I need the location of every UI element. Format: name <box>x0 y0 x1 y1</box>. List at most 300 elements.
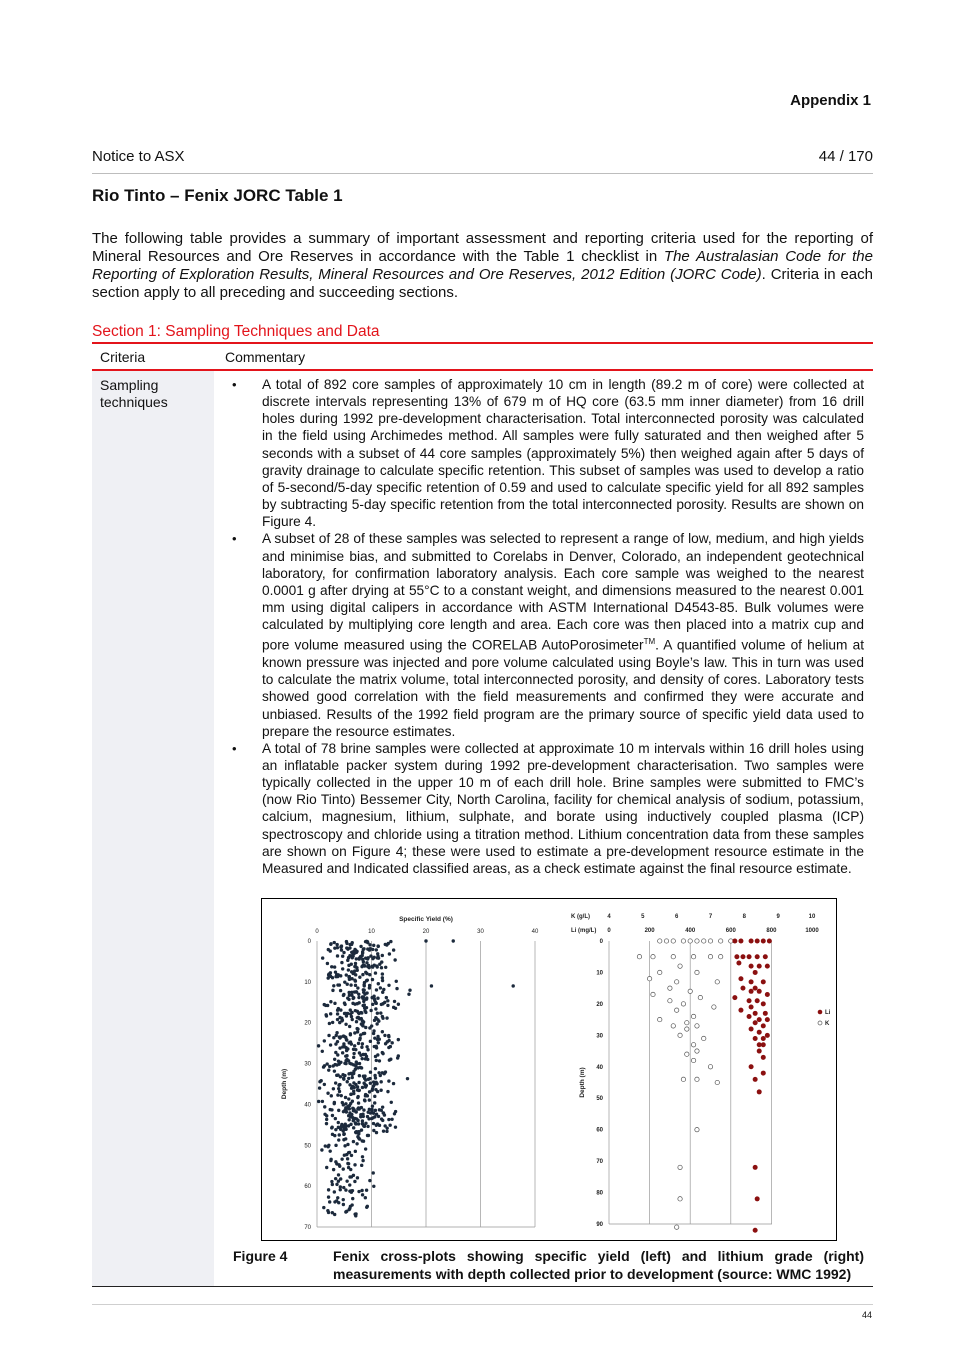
data-point <box>368 986 371 989</box>
data-point <box>369 1009 372 1012</box>
k-data-point <box>685 1052 689 1056</box>
data-point <box>424 939 427 942</box>
k-axis-label: K (g/L) <box>571 914 590 920</box>
li-tick-label: 600 <box>725 928 736 934</box>
data-point <box>327 1211 330 1214</box>
data-point <box>366 941 369 944</box>
data-point <box>360 1189 363 1192</box>
data-point <box>329 1159 332 1162</box>
data-point <box>344 1125 347 1128</box>
data-point <box>333 1102 336 1105</box>
li-data-point <box>747 1014 752 1019</box>
li-data-point <box>753 1011 758 1016</box>
data-point <box>357 1001 360 1004</box>
li-data-point <box>753 1165 758 1170</box>
data-point <box>392 1082 395 1085</box>
bullet-text: A subset of 28 of these samples was selected to represent a range of low, medium, and high yields and minimise bias, and submitted to Corelabs in Denver, Colorado, an independent geotechnical laboratory, for confirmation laboratory analysis. Each core sample was weighed to the nearest 0.0001 g after drying at 55°C to a constant weight, and dimensions measured to the nearest 0.001 mm using digital calipers in accordance with ASTM International D4543-85. Bulk volumes were calculated by multiplying core length and area. Each core was then placed into a matrix cup and pore volume measured using the CORELAB AutoPorosimeter <box>262 531 864 653</box>
data-point <box>340 1017 343 1020</box>
data-point <box>352 1126 355 1129</box>
li-data-point <box>757 1089 762 1094</box>
data-point <box>374 1067 377 1070</box>
k-data-point <box>691 1043 695 1047</box>
k-data-point <box>685 1021 689 1025</box>
data-point <box>364 1011 367 1014</box>
li-data-point <box>761 939 766 944</box>
y-tick-label: 60 <box>596 1127 603 1134</box>
data-point <box>349 1102 352 1105</box>
data-point <box>326 976 329 979</box>
li-data-point <box>736 961 741 966</box>
data-point <box>360 1066 363 1069</box>
data-point <box>351 1018 354 1021</box>
data-point <box>376 1012 379 1015</box>
li-data-point <box>757 1049 762 1054</box>
footer-rule <box>92 1304 873 1305</box>
bullet-text-tail: . A quantified volume of helium at known pressure was injected and pore volume calculated using Boyle’s law. This in turn was used to calculate the matrix volume, total interconnected porosity, and density of cores. Laboratory tests showed good correlation with the field measurements and confirmed they were accurate and unbiased. Results of the 1992 field program are the primary source of specific yield data used to prepare the resource estimates. <box>262 637 864 739</box>
data-point <box>352 1092 355 1095</box>
data-point <box>342 1203 345 1206</box>
li-data-point <box>749 1064 754 1069</box>
data-point <box>354 973 357 976</box>
data-point <box>386 1004 389 1007</box>
k-data-point <box>708 939 712 943</box>
data-point <box>326 962 329 965</box>
data-point <box>368 1090 371 1093</box>
data-point <box>319 1079 322 1082</box>
li-data-point <box>757 964 762 969</box>
data-point <box>351 1085 354 1088</box>
data-point <box>338 1090 341 1093</box>
data-point <box>362 991 365 994</box>
data-point <box>328 973 331 976</box>
data-point <box>332 1168 335 1171</box>
data-point <box>360 965 363 968</box>
data-point <box>376 1053 379 1056</box>
page-header-row <box>92 148 873 174</box>
data-point <box>326 1092 329 1095</box>
k-data-point <box>688 989 692 993</box>
data-point <box>375 1082 378 1085</box>
data-point <box>390 1118 393 1121</box>
data-point <box>347 1118 350 1121</box>
data-point <box>430 984 433 987</box>
data-point <box>332 1036 335 1039</box>
li-data-point <box>749 939 754 944</box>
k-data-point <box>674 980 678 984</box>
x-tick-label: 40 <box>531 929 539 935</box>
data-point <box>333 1058 336 1061</box>
y-tick-label: 80 <box>596 1190 603 1197</box>
data-point <box>361 1155 364 1158</box>
li-data-point <box>738 976 743 981</box>
data-point <box>333 1134 336 1137</box>
data-point <box>346 1143 349 1146</box>
data-point <box>358 976 361 979</box>
data-point <box>364 1085 367 1088</box>
data-point <box>339 1177 342 1180</box>
data-point <box>362 947 365 950</box>
data-point <box>369 1111 372 1114</box>
li-data-point <box>765 1033 770 1038</box>
data-point <box>334 1144 337 1147</box>
data-point <box>348 1062 351 1065</box>
data-point <box>345 940 348 943</box>
data-point <box>372 944 375 947</box>
data-point <box>344 1023 347 1026</box>
data-point <box>334 1160 337 1163</box>
data-point <box>407 993 410 996</box>
data-point <box>358 1137 361 1140</box>
data-point <box>388 1058 391 1061</box>
data-point <box>357 1089 360 1092</box>
data-point <box>348 943 351 946</box>
data-point <box>323 1039 326 1042</box>
data-point <box>336 954 339 957</box>
data-point <box>330 1094 333 1097</box>
k-data-point <box>695 1127 699 1131</box>
data-point <box>343 1132 346 1135</box>
data-point <box>371 1105 374 1108</box>
data-point <box>336 1093 339 1096</box>
data-point <box>365 991 368 994</box>
data-point <box>321 1050 324 1053</box>
li-data-point <box>765 992 770 997</box>
k-tick-label: 6 <box>674 914 679 920</box>
legend-k-label: K <box>825 1021 830 1027</box>
data-point <box>379 1011 382 1014</box>
data-point <box>323 1105 326 1108</box>
data-point <box>347 968 350 971</box>
data-point <box>392 948 395 951</box>
data-point <box>364 1122 367 1125</box>
commentary-column-header: Commentary <box>225 349 306 365</box>
data-point <box>338 1133 341 1136</box>
data-point <box>336 1018 339 1021</box>
data-point <box>342 994 345 997</box>
data-point <box>363 1074 366 1077</box>
data-point <box>345 1179 348 1182</box>
data-point <box>388 1124 391 1127</box>
data-point <box>327 1068 330 1071</box>
data-point <box>381 972 384 975</box>
li-data-point <box>734 954 739 959</box>
data-point <box>370 1024 373 1027</box>
data-point <box>329 1012 332 1015</box>
data-point <box>343 1045 346 1048</box>
data-point <box>353 1002 356 1005</box>
data-point <box>358 956 361 959</box>
data-point <box>317 1100 320 1103</box>
k-tick-label: 7 <box>708 914 713 920</box>
data-point <box>361 1159 364 1162</box>
data-point <box>372 1084 375 1087</box>
x-tick-label: 10 <box>368 929 375 935</box>
data-point <box>361 1042 364 1045</box>
li-data-point <box>749 964 754 969</box>
data-point <box>325 1166 328 1169</box>
data-point <box>345 1110 348 1113</box>
figure-label: Figure 4 <box>233 1248 288 1264</box>
data-point <box>373 1101 376 1104</box>
data-point <box>325 1122 328 1125</box>
li-data-point <box>738 939 743 944</box>
legend-li-label: Li <box>825 1010 831 1016</box>
k-data-point <box>691 955 695 959</box>
data-point <box>387 1079 390 1082</box>
data-point <box>341 954 344 957</box>
legend-li-marker <box>818 1010 823 1015</box>
li-data-point <box>761 1001 766 1006</box>
data-point <box>346 959 349 962</box>
li-data-point <box>738 1008 743 1013</box>
data-point <box>352 1081 355 1084</box>
data-point <box>341 967 344 970</box>
data-point <box>397 1003 400 1006</box>
data-point <box>364 1053 367 1056</box>
k-data-point <box>668 999 672 1003</box>
lithium-grade-plot <box>571 914 831 1233</box>
data-point <box>374 1016 377 1019</box>
data-point <box>390 1101 393 1104</box>
data-point <box>343 1144 346 1147</box>
intro-text-after: . Criteria in each section apply to all preceding and succeeding sections. <box>92 266 873 301</box>
data-point <box>348 1151 351 1154</box>
data-point <box>356 1096 359 1099</box>
list-item <box>228 740 864 877</box>
k-data-point <box>708 1065 712 1069</box>
data-point <box>327 1188 330 1191</box>
k-data-point <box>691 1014 695 1018</box>
li-data-point <box>761 1023 766 1028</box>
y-tick-label: 10 <box>596 970 603 977</box>
legend-k-marker <box>818 1021 822 1025</box>
list-item <box>228 530 864 739</box>
data-point <box>357 1130 360 1133</box>
li-data-point <box>753 986 758 991</box>
data-point <box>381 1030 384 1033</box>
data-point <box>375 1131 378 1134</box>
data-point <box>386 1090 389 1093</box>
data-point <box>361 1119 364 1122</box>
data-point <box>384 943 387 946</box>
li-data-point <box>757 989 762 994</box>
data-point <box>348 1107 351 1110</box>
data-point <box>343 1074 346 1077</box>
data-point <box>339 1188 342 1191</box>
data-point <box>363 1099 366 1102</box>
data-point <box>348 1175 351 1178</box>
data-point <box>333 946 336 949</box>
data-point <box>342 1077 345 1080</box>
data-point <box>338 1083 341 1086</box>
data-point <box>339 1075 342 1078</box>
bullet-icon: • <box>232 740 237 756</box>
data-point <box>357 1122 360 1125</box>
data-point <box>325 1118 328 1121</box>
data-point <box>374 971 377 974</box>
k-data-point <box>708 955 712 959</box>
y-tick-label: 50 <box>596 1096 603 1103</box>
data-point <box>331 1021 334 1024</box>
data-point <box>336 1009 339 1012</box>
data-point <box>370 965 373 968</box>
data-point <box>406 1077 409 1080</box>
data-point <box>366 965 369 968</box>
data-point <box>337 1173 340 1176</box>
data-point <box>348 978 351 981</box>
data-point <box>336 1012 339 1015</box>
li-data-point <box>765 964 770 969</box>
data-point <box>328 1065 331 1068</box>
li-data-point <box>761 1071 766 1076</box>
chart-title: Specific Yield (%) <box>399 916 453 923</box>
data-point <box>337 1121 340 1124</box>
k-data-point <box>671 1024 675 1028</box>
data-point <box>332 984 335 987</box>
data-point <box>352 1070 355 1073</box>
data-point <box>366 947 369 950</box>
data-point <box>351 953 354 956</box>
k-data-point <box>715 1080 719 1084</box>
data-point <box>362 995 365 998</box>
data-point <box>364 1147 367 1150</box>
data-point <box>354 1009 357 1012</box>
data-point <box>350 1203 353 1206</box>
data-point <box>330 1126 333 1129</box>
data-point <box>339 1128 342 1131</box>
li-data-point <box>755 998 760 1003</box>
li-data-point <box>749 989 754 994</box>
data-point <box>339 974 342 977</box>
data-point <box>352 1140 355 1143</box>
data-point <box>356 1016 359 1019</box>
data-point <box>373 1095 376 1098</box>
data-point <box>368 1179 371 1182</box>
y-tick-label: 30 <box>596 1033 603 1040</box>
data-point <box>369 1071 372 1074</box>
figure-caption-text: Fenix cross-plots showing specific yield (left) and lithium grade (right) measurements with depth collected prior to development (source: WMC 1992) <box>333 1248 864 1282</box>
li-data-point <box>763 954 768 959</box>
data-point <box>372 1185 375 1188</box>
k-data-point <box>729 939 733 943</box>
data-point <box>387 984 390 987</box>
page-count: 44 / 170 <box>818 148 873 165</box>
k-data-point <box>718 955 722 959</box>
data-point <box>352 1056 355 1059</box>
data-point <box>349 1033 352 1036</box>
figure-4 <box>261 898 837 1241</box>
data-point <box>333 1063 336 1066</box>
data-point <box>379 1080 382 1083</box>
data-point <box>381 979 384 982</box>
data-point <box>340 948 343 951</box>
data-point <box>333 965 336 968</box>
data-point <box>343 1003 346 1006</box>
data-point <box>350 1011 353 1014</box>
figure-4-plots <box>262 899 836 1240</box>
k-tick-label: 8 <box>742 914 747 920</box>
k-data-point <box>671 939 675 943</box>
data-point <box>362 1108 365 1111</box>
data-point <box>352 1107 355 1110</box>
li-data-point <box>753 1077 758 1082</box>
li-data-point <box>753 970 758 975</box>
data-point <box>318 1086 321 1089</box>
data-point <box>380 1109 383 1112</box>
y-axis-label: Depth (m) <box>579 1067 586 1098</box>
data-point <box>364 956 367 959</box>
data-point <box>355 1020 358 1023</box>
data-point <box>357 1190 360 1193</box>
k-data-point <box>678 1033 682 1037</box>
criteria-column-header: Criteria <box>100 349 146 365</box>
data-point <box>333 1069 336 1072</box>
data-point <box>342 951 345 954</box>
k-data-point <box>658 939 662 943</box>
data-point <box>377 945 380 948</box>
data-point <box>372 1112 375 1115</box>
li-data-point <box>749 1005 754 1010</box>
data-point <box>366 1205 369 1208</box>
li-data-point <box>753 1020 758 1025</box>
data-point <box>349 1168 352 1171</box>
data-point <box>375 964 378 967</box>
k-data-point <box>651 992 655 996</box>
data-point <box>334 1128 337 1131</box>
data-point <box>324 1004 327 1007</box>
k-data-point <box>674 1225 678 1229</box>
data-point <box>335 943 338 946</box>
data-point <box>366 1048 369 1051</box>
data-point <box>344 1210 347 1213</box>
data-point <box>395 980 398 983</box>
data-point <box>355 1060 358 1063</box>
li-data-point <box>755 939 760 944</box>
data-point <box>381 1119 384 1122</box>
data-point <box>375 1022 378 1025</box>
k-data-point <box>695 970 699 974</box>
data-point <box>381 1015 384 1018</box>
data-point <box>357 1011 360 1014</box>
y-tick-label: 60 <box>304 1184 311 1191</box>
data-point <box>346 1012 349 1015</box>
data-point <box>360 1057 363 1060</box>
y-tick-label: 0 <box>599 939 603 945</box>
data-point <box>357 1042 360 1045</box>
data-point <box>354 965 357 968</box>
data-point <box>376 997 379 1000</box>
li-data-point <box>747 954 752 959</box>
y-axis-label: Depth (m) <box>281 1068 288 1100</box>
data-point <box>397 1038 400 1041</box>
data-point <box>347 991 350 994</box>
data-point <box>323 1083 326 1086</box>
data-point <box>356 1030 359 1033</box>
data-point <box>387 942 390 945</box>
data-point <box>349 983 352 986</box>
data-point <box>351 1197 354 1200</box>
data-point <box>366 1094 369 1097</box>
data-point <box>387 1039 390 1042</box>
data-point <box>321 1100 324 1103</box>
data-point <box>373 1115 376 1118</box>
k-data-point <box>715 980 719 984</box>
data-point <box>371 978 374 981</box>
data-point <box>393 1000 396 1003</box>
k-data-point <box>668 986 672 990</box>
data-point <box>338 983 341 986</box>
page-number: 44 <box>861 1310 872 1320</box>
